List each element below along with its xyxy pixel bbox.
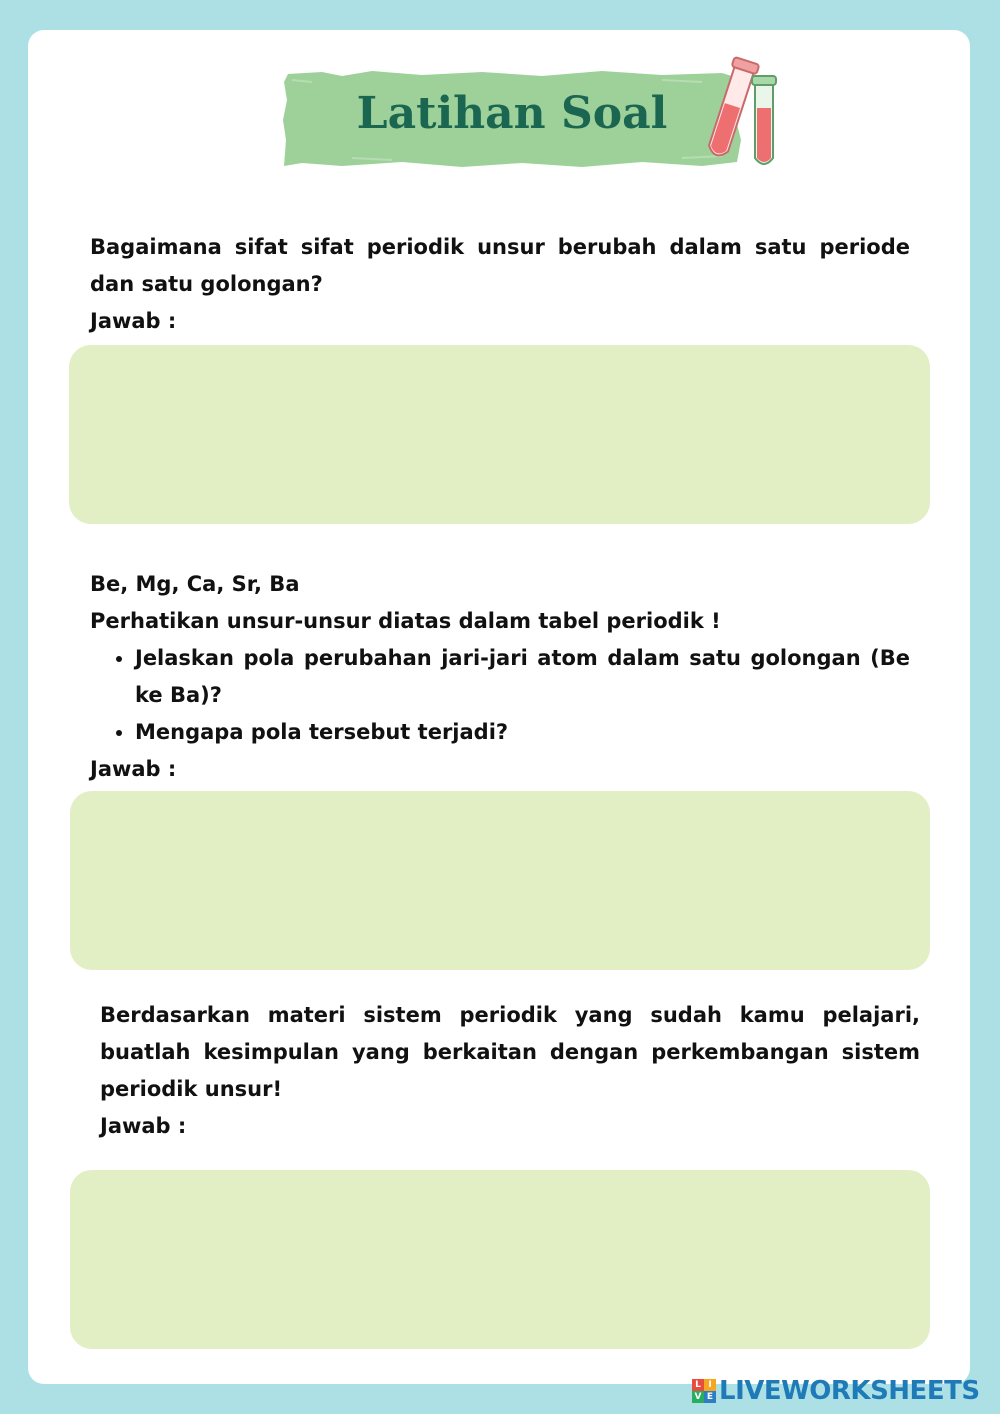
- question-2-bullet-1: • Jelaskan pola perubahan jari-jari atom dalam satu golongan (Be ke Ba)?: [135, 640, 910, 714]
- question-1: [90, 229, 910, 340]
- logo-letter-e: E: [704, 1391, 716, 1403]
- question-1-answer-label: Jawab :: [90, 309, 177, 333]
- question-3-answer-label: Jawab :: [100, 1114, 187, 1138]
- question-1-text: Bagaimana sifat sifat periodik unsur berubah dalam satu periode dan satu golongan?: [90, 235, 910, 296]
- answer-box-3[interactable]: [70, 1170, 930, 1349]
- logo-letter-l: L: [692, 1379, 704, 1391]
- question-2-bullet-list: [90, 640, 910, 751]
- brand-text: LIVEWORKSHEETS: [719, 1376, 980, 1406]
- question-3: [100, 997, 920, 1145]
- question-2-answer-label: Jawab :: [90, 757, 177, 781]
- question-3-text: Berdasarkan materi sistem periodik yang sudah kamu pelajari, buatlah kesimpulan yang berkaitan dengan perkembangan sistem periodik unsur!: [100, 1003, 920, 1101]
- question-2-instruction: Perhatikan unsur-unsur diatas dalam tabel periodik !: [90, 609, 721, 633]
- banner-title: Latihan Soal: [356, 88, 668, 139]
- question-2-elements: Be, Mg, Ca, Sr, Ba: [90, 572, 300, 596]
- answer-box-2[interactable]: [70, 791, 930, 970]
- liveworksheets-brand[interactable]: [692, 1374, 980, 1408]
- question-2: [90, 566, 910, 788]
- logo-letter-v: V: [692, 1391, 704, 1403]
- test-tubes-icon: [700, 50, 790, 175]
- answer-box-1[interactable]: [69, 345, 930, 524]
- title-banner: [282, 70, 742, 168]
- question-2-bullet-2: • Mengapa pola tersebut terjadi?: [135, 714, 910, 751]
- liveworksheets-logo-icon: [692, 1379, 716, 1403]
- logo-letter-i: I: [704, 1379, 716, 1391]
